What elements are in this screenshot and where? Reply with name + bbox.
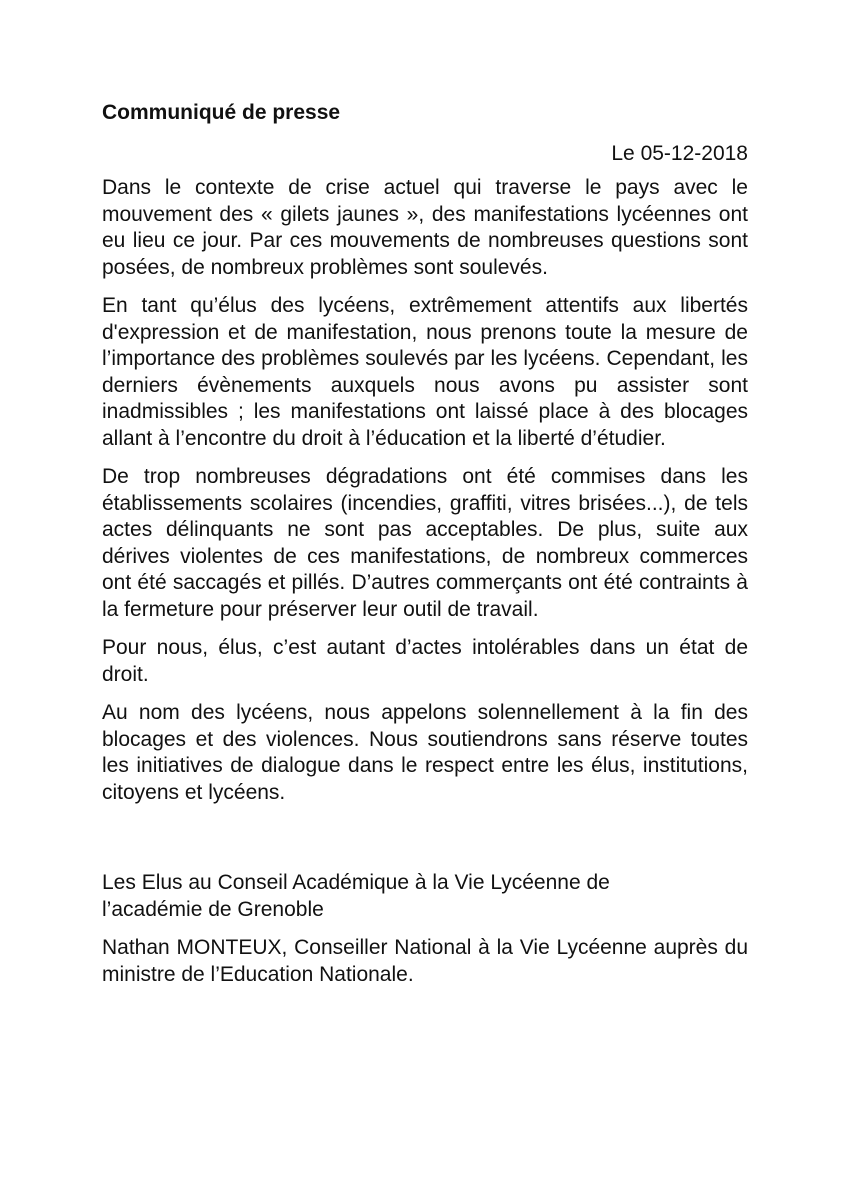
signature-council-line-2: l’académie de Grenoble <box>102 897 324 921</box>
paragraph-intolerable: Pour nous, élus, c’est autant d’actes intolérables dans un état de droit. <box>102 636 748 686</box>
paragraph-context: Dans le contexte de crise actuel qui traverse le pays avec le mouvement des « gilets jaunes », des manifestations lycéennes ont eu lieu ce jour. Par ces mouvements de nombreuses questions sont posées, de nombreux problèmes sont soulevés. <box>102 176 748 279</box>
document-title: Communiqué de presse <box>102 101 341 124</box>
paragraph-call: Au nom des lycéens, nous appelons solennellement à la fin des blocages et des violences. Nous soutiendrons sans réserve toutes les initiatives de dialogue dans le respect entre les élus, institutions, citoyens et lycéens. <box>102 701 748 804</box>
paragraph-damages: De trop nombreuses dégradations ont été commises dans les établissements scolaires (incendies, graffiti, vitres brisées...), de tels actes délinquants ne sont pas acceptables. De plus, suite aux dérives violentes de ces manifestations, de nombreux commerces ont été saccagés et pillés. D’autres commerçants ont été contraints à la fermeture pour préserver leur outil de travail. <box>102 465 748 621</box>
signature-council-line-1: Les Elus au Conseil Académique à la Vie Lycéenne de <box>102 871 610 894</box>
paragraph-freedoms: En tant qu’élus des lycéens, extrêmement attentifs aux libertés d'expression et de manifestation, nous prenons toute la mesure de l’importance des problèmes soulevés par les lycéens. Cependant, les derniers évènements auxquels nous avons pu assister sont inadmissibles ; les manifestations ont laissé place à des blocages allant à l’encontre du droit à l’éducation et la liberté d’étudier. <box>102 294 748 450</box>
press-release-page <box>102 100 748 1000</box>
spacer <box>102 818 748 870</box>
signature-council <box>102 870 748 923</box>
signature-national-councillor: Nathan MONTEUX, Conseiller National à la Vie Lycéenne auprès du ministre de l’Education Nationale. <box>102 936 748 986</box>
document-date: Le 05-12-2018 <box>611 141 748 165</box>
